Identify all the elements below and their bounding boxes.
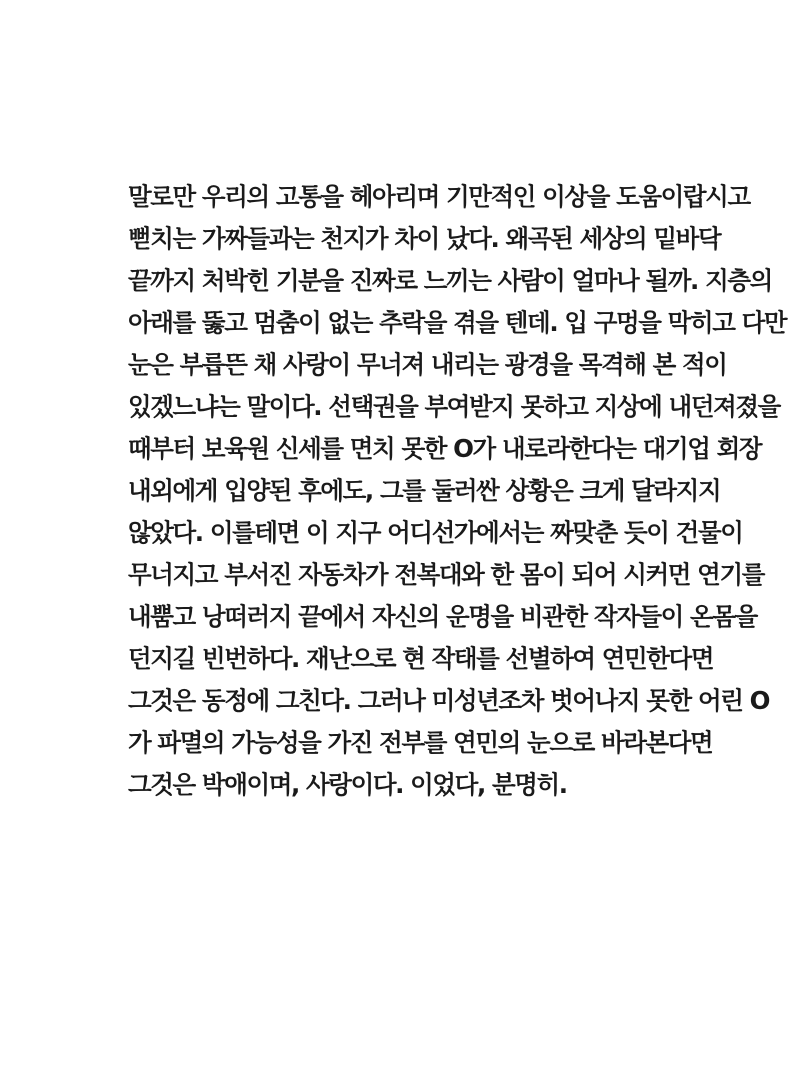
paragraph-line: 그것은 박애이며, 사랑이다. 이었다, 분명히. — [128, 770, 567, 799]
paragraph-line: 아래를 뚫고 멈춤이 없는 추락을 겪을 텐데. 입 구멍을 막히고 다만 — [128, 308, 787, 337]
paragraph-line: 끝까지 처박힌 기분을 진짜로 느끼는 사람이 얼마나 될까. 지층의 — [128, 266, 772, 295]
paragraph-line: 내뿜고 낭떠러지 끝에서 자신의 운명을 비관한 작자들이 온몸을 — [128, 602, 757, 631]
paragraph-line: 있겠느냐는 말이다. 선택권을 부여받지 못하고 지상에 내던져졌을 — [128, 392, 780, 421]
paragraph-line: 뻗치는 가짜들과는 천지가 차이 났다. 왜곡된 세상의 밑바닥 — [128, 224, 721, 253]
paragraph-line: 않았다. 이를테면 이 지구 어디선가에서는 짜맞춘 듯이 건물이 — [128, 518, 743, 547]
paragraph-line: 가 파멸의 가능성을 가진 전부를 연민의 눈으로 바라본다면 — [128, 728, 713, 757]
body-paragraph — [128, 176, 787, 806]
paragraph-line: 그것은 동정에 그친다. 그러나 미성년조차 벗어나지 못한 어린 O — [128, 686, 770, 715]
paragraph-line: 눈은 부릅뜬 채 사랑이 무너져 내리는 광경을 목격해 본 적이 — [128, 350, 727, 379]
paragraph-line: 내외에게 입양된 후에도, 그를 둘러싼 상황은 크게 달라지지 — [128, 476, 721, 505]
paragraph-line: 때부터 보육원 신세를 면치 못한 O가 내로라한다는 대기업 회장 — [128, 434, 762, 463]
paragraph-line: 말로만 우리의 고통을 헤아리며 기만적인 이상을 도움이랍시고 — [128, 182, 750, 211]
paragraph-line: 무너지고 부서진 자동차가 전복대와 한 몸이 되어 시커먼 연기를 — [128, 560, 764, 589]
paragraph-line: 던지길 빈번하다. 재난으로 현 작태를 선별하여 연민한다면 — [128, 644, 714, 673]
